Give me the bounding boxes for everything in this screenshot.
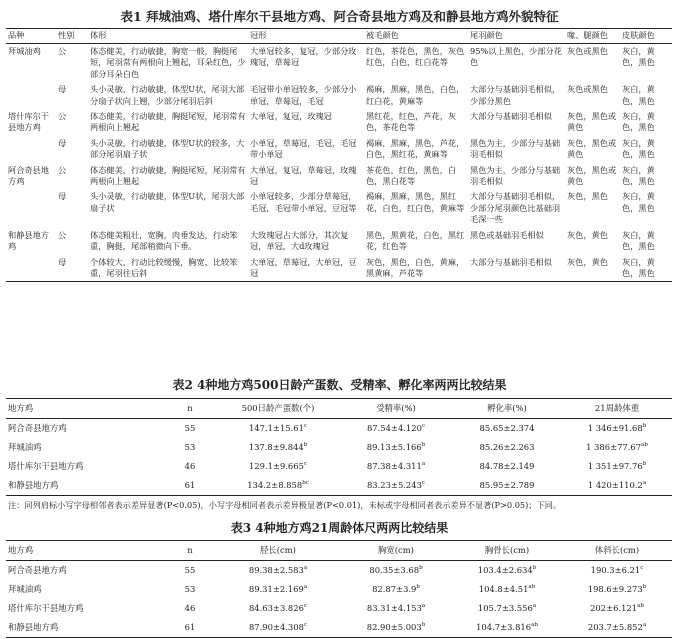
cell-value: 85.95±2.789	[479, 480, 535, 490]
cell-hatch	[452, 438, 562, 457]
cell-value: 1 420±110.2	[587, 480, 643, 490]
cell-beak: 灰色或黑色	[567, 46, 608, 56]
table-row	[6, 580, 672, 599]
cell-chest	[340, 599, 452, 618]
cell-name	[6, 419, 164, 439]
table-row	[6, 136, 672, 163]
table-row	[6, 189, 672, 227]
cell-body: 头小灵敏，行动敏捷，体型U状，尾羽大部扇子状	[90, 191, 245, 213]
table-row	[6, 44, 672, 83]
cell-n	[164, 599, 216, 618]
cell-tail: 95%以上黑色，少部分花色	[470, 46, 562, 68]
table-row	[6, 599, 672, 618]
cell-fert	[340, 476, 452, 496]
table1-body	[6, 44, 672, 282]
column-header: 冠形	[248, 29, 364, 44]
cell-sex: 公	[58, 46, 67, 56]
cell-sex: 公	[58, 164, 67, 175]
table-row	[6, 438, 672, 457]
significance-letter: a	[421, 603, 426, 610]
significance-letter: b	[421, 622, 426, 629]
cell-value: 53	[184, 442, 196, 452]
cell-comb: 大单冠，复冠，草莓冠，玫瑰冠	[250, 164, 357, 187]
table2-body	[6, 419, 672, 496]
cell-value: 87.38±4.311	[366, 461, 422, 471]
cell-name	[6, 457, 164, 476]
cell-value: 53	[184, 584, 196, 594]
cell-value: 198.6±9.273	[587, 584, 643, 594]
cell-body	[562, 580, 672, 599]
significance-letter: a	[532, 603, 537, 610]
table-row	[6, 163, 672, 190]
cell-chest	[340, 580, 452, 599]
column-header: 体斜长(cm)	[562, 541, 672, 561]
cell-sex: 母	[58, 84, 67, 95]
cell-skin: 灰白，黄色，黑色	[620, 255, 672, 282]
cell-tail: 大部分与基础羽毛相似，少部分尾羽颜色比基础羽毛深一些	[470, 191, 561, 225]
cell-value: 104.7±3.816	[476, 622, 532, 632]
column-header: 喙、腿颜色	[565, 29, 620, 44]
cell-keel	[452, 618, 562, 638]
column-header: 胸宽(cm)	[340, 541, 452, 561]
table3-title: 表3 4种地方鸡21周龄体尺两两比较结果	[230, 521, 449, 535]
cell-value: 61	[184, 480, 196, 490]
table1	[6, 28, 672, 282]
cell-hatch	[452, 476, 562, 496]
significance-letter: b	[642, 423, 647, 430]
cell-sex: 公	[58, 229, 67, 240]
cell-body: 体态健美，行动敏捷，胸挺尾短，尾羽常有两根向上翘起	[90, 111, 246, 133]
cell-tail: 黑色为主，少部分与基础羽毛相似	[470, 137, 561, 160]
cell-value: 55	[184, 423, 196, 433]
cell-beak: 灰色，黄色	[567, 229, 608, 240]
cell-name	[6, 561, 164, 581]
cell-n	[164, 419, 216, 439]
cell-value: 55	[184, 565, 196, 575]
cell-name	[6, 476, 164, 496]
cell-breed	[6, 136, 56, 163]
cell-value: 85.65±2.374	[479, 423, 535, 433]
cell-value: 87.54±4.120	[366, 423, 422, 433]
cell-body	[562, 618, 672, 638]
cell-breed	[6, 255, 56, 282]
cell-sex: 公	[58, 111, 67, 122]
significance-letter: c	[421, 480, 426, 487]
cell-plumage: 黑色，黑黄花，白色，黑红花，红色等	[366, 229, 465, 252]
cell-comb: 小单冠较多，少部分草莓冠，毛冠，毛冠带小单冠，豆冠等	[250, 191, 357, 213]
cell-breed: 和静县地方鸡	[8, 229, 49, 252]
cell-weight	[562, 438, 672, 457]
cell-value: 1 351±97.76	[587, 461, 643, 471]
table2-header-row	[6, 399, 672, 419]
cell-value: 89.13±5.166	[366, 442, 422, 452]
cell-beak: 灰色，黑色或黄色	[567, 137, 617, 160]
cell-name	[6, 580, 164, 599]
cell-value: 83.23±5.243	[366, 480, 422, 490]
cell-tail: 黑色为主，少部分与基础羽毛相似	[470, 164, 561, 187]
cell-value: 和静县地方鸡	[8, 480, 59, 490]
significance-letter: b	[303, 442, 308, 449]
cell-eggs	[216, 438, 340, 457]
cell-comb: 大单冠，草莓冠，大单冠，豆冠	[248, 255, 364, 282]
significance-letter: bc	[302, 480, 309, 487]
cell-value: 105.7±3.556	[477, 603, 533, 613]
cell-value: 129.1±9.665	[248, 461, 304, 471]
cell-tail: 大部分与基础羽毛相似	[468, 255, 565, 282]
significance-letter: a	[642, 622, 647, 629]
cell-value: 203.7±5.852	[587, 622, 643, 632]
cell-value: 89.38±2.583	[248, 565, 304, 575]
cell-beak: 灰色，黑色	[567, 191, 608, 202]
cell-value: 拜城油鸡	[8, 584, 42, 594]
cell-value: 1 386±77.67	[586, 442, 642, 452]
column-header: 被毛颜色	[364, 29, 468, 44]
cell-tail: 大部分与基础羽毛相似，少部分黑色	[470, 84, 561, 106]
table-row	[6, 476, 672, 496]
cell-value: 和静县地方鸡	[8, 622, 59, 632]
cell-n	[164, 457, 216, 476]
cell-eggs	[216, 457, 340, 476]
cell-value: 147.1±15.61	[248, 423, 304, 433]
cell-value: 塔什库尔干县地方鸡	[8, 603, 84, 613]
column-header: 受精率(%)	[340, 399, 452, 419]
cell-value: 80.35±3.68	[369, 565, 420, 575]
table1-title: 表1 拜城油鸡、塔什库尔干县地方鸡、阿合奇县地方鸡及和静县地方鸡外貌特征	[120, 9, 559, 24]
cell-plumage: 黑红花，红色，芦花，灰色，茶花色等	[366, 111, 457, 133]
cell-comb: 毛冠带小单冠较多，少部分小单冠，草莓冠，毛冠	[250, 84, 357, 106]
cell-value: 84.78±2.149	[479, 461, 535, 471]
table3-body	[6, 561, 672, 638]
table-row	[6, 255, 672, 282]
cell-shank	[216, 599, 340, 618]
cell-n	[164, 476, 216, 496]
column-header: 地方鸡	[6, 399, 164, 419]
cell-value: 82.87±3.9	[372, 584, 417, 594]
cell-keel	[452, 599, 562, 618]
significance-letter: c	[640, 565, 644, 572]
cell-comb: 大单冠较多，复冠，少部分玫瑰冠，草莓冠	[250, 46, 357, 68]
cell-keel	[452, 561, 562, 581]
significance-letter: b	[642, 461, 647, 468]
cell-n	[164, 561, 216, 581]
cell-name	[6, 618, 164, 638]
column-header: n	[164, 541, 216, 561]
cell-body	[562, 561, 672, 581]
cell-hatch	[452, 419, 562, 439]
cell-skin: 灰白，黄色，黑色	[622, 111, 655, 133]
cell-n	[164, 438, 216, 457]
significance-letter: c	[303, 461, 308, 468]
column-header: 品种	[6, 29, 56, 44]
cell-body: 个体较大，行动比较缓慢，胸宽，比较笨重，尾羽往后斜	[88, 255, 248, 282]
cell-value: 202±6.121	[590, 603, 638, 613]
significance-letter: a	[642, 480, 647, 487]
cell-value: 104.8±4.51	[478, 584, 529, 594]
cell-breed: 拜城油鸡	[8, 46, 41, 56]
table3	[6, 540, 672, 638]
cell-skin: 灰白，黄色，黑色	[622, 229, 655, 252]
table-row	[6, 228, 672, 255]
cell-value: 82.90±5.003	[366, 622, 422, 632]
cell-value: 83.31±4.153	[366, 603, 422, 613]
cell-value: 89.31±2.169	[248, 584, 304, 594]
cell-plumage: 红色，茶花色，黑色，灰色红色，白色，红白花等	[366, 46, 465, 68]
significance-letter: ab	[637, 603, 644, 610]
table-row	[6, 419, 672, 439]
significance-letter: b	[419, 565, 423, 572]
cell-fert	[340, 438, 452, 457]
cell-value: 塔什库尔干县地方鸡	[8, 461, 84, 471]
significance-letter: c	[303, 423, 308, 430]
cell-skin: 灰白，黄色，黑色	[622, 164, 655, 187]
cell-n	[164, 580, 216, 599]
cell-body: 头小灵敏，行动敏捷，体型U状的较多，大部分尾羽扇子状	[90, 137, 245, 160]
cell-value: 137.8±9.844	[248, 442, 304, 452]
table2	[6, 398, 672, 496]
table-row	[6, 457, 672, 476]
cell-plumage: 褐麻，黑麻，黑色，芦花，白色，黑红花，黄麻等	[366, 137, 465, 160]
cell-skin: 灰白，黄色，黑色	[622, 137, 655, 160]
column-header: 性别	[56, 29, 88, 44]
cell-beak: 灰色，黑色或黄色	[567, 164, 617, 187]
cell-value: 拜城油鸡	[8, 442, 42, 452]
significance-letter: c	[421, 423, 426, 430]
table3-header-row	[6, 541, 672, 561]
cell-body	[562, 599, 672, 618]
cell-value: 46	[184, 603, 196, 613]
cell-body: 头小灵敏，行动敏捷，体型U状，尾羽大部分扇子状向上翘，少部分尾羽后斜	[90, 84, 245, 106]
cell-skin: 灰白，黄色，黑色	[622, 191, 655, 213]
cell-comb: 大单冠，复冠，玫瑰冠	[250, 111, 332, 122]
cell-plumage: 灰色，黑色，白色，黄麻，黑黄麻，芦花等	[364, 255, 468, 282]
significance-letter: b	[642, 584, 647, 591]
cell-body: 体态健美粗壮，宽胸，肉垂发达，行动笨重，胸挺，尾部稍微向下垂。	[90, 229, 238, 252]
cell-sex: 母	[56, 255, 88, 282]
cell-beak: 灰色，黑色或黄色	[567, 111, 617, 133]
significance-letter: a	[421, 461, 426, 468]
column-header: 皮肤颜色	[620, 29, 672, 44]
cell-beak: 灰色或黑色	[567, 84, 608, 95]
cell-sex: 母	[58, 137, 67, 148]
cell-plumage: 褐麻，黑麻，黑色，黑红花，白色，红白色，黄麻等	[366, 191, 465, 213]
column-header: 尾羽颜色	[468, 29, 565, 44]
cell-value: 87.90±4.308	[248, 622, 304, 632]
cell-name	[6, 438, 164, 457]
cell-value: 190.3±6.21	[590, 565, 641, 575]
cell-eggs	[216, 419, 340, 439]
significance-letter: ab	[531, 622, 538, 629]
cell-weight	[562, 419, 672, 439]
table-row	[6, 561, 672, 581]
significance-letter: b	[421, 442, 426, 449]
significance-letter: a	[303, 584, 308, 591]
cell-value: 1 346±91.68	[587, 423, 643, 433]
column-header: n	[164, 399, 216, 419]
significance-letter: c	[303, 603, 308, 610]
cell-fert	[340, 457, 452, 476]
cell-value: 阿合奇县地方鸡	[8, 565, 67, 575]
cell-breed	[6, 189, 56, 227]
table-row	[6, 82, 672, 109]
cell-comb: 大玫瑰冠占大部分，其次复冠，单冠，大d玫瑰冠	[250, 229, 349, 252]
cell-weight	[562, 457, 672, 476]
column-header: 500日龄产蛋数(个)	[216, 399, 340, 419]
cell-chest	[340, 618, 452, 638]
cell-value: 46	[184, 461, 196, 471]
significance-letter: ab	[528, 584, 536, 591]
cell-shank	[216, 618, 340, 638]
table-row	[6, 618, 672, 638]
cell-sex: 母	[58, 191, 67, 202]
column-header: 胫长(cm)	[216, 541, 340, 561]
cell-value: 103.4±2.634	[477, 565, 533, 575]
table1-header-row	[6, 29, 672, 44]
cell-body: 体态健美，行动敏捷，胸挺尾短，尾羽常有两根向上翘起	[90, 164, 246, 187]
table2-note: 注：同列肩标小写字母相邻者表示差异显著(P<0.05)，小写字母相同者表示差异极显著(P<0.01)，未标或字母相同者表示差异不显著(P>0.05)；下同。	[8, 500, 562, 510]
cell-plumage: 褐麻，黑麻，黑色，白色，红白花，黄麻等	[366, 84, 465, 106]
significance-letter: b	[416, 584, 420, 591]
column-header: 胸骨长(cm)	[452, 541, 562, 561]
cell-value: 84.63±3.826	[248, 603, 304, 613]
cell-breed	[6, 82, 56, 109]
cell-shank	[216, 561, 340, 581]
cell-value: 85.26±2.263	[479, 442, 535, 452]
table-row	[6, 109, 672, 136]
cell-hatch	[452, 457, 562, 476]
cell-keel	[452, 580, 562, 599]
significance-letter: a	[303, 565, 308, 572]
cell-body: 体态健美，行动敏捷，胸宽一般，胸挺尾短，尾羽常有两根向上翘起，耳朵红色，少部分耳朵白色	[90, 46, 246, 79]
column-header: 地方鸡	[6, 541, 164, 561]
cell-n	[164, 618, 216, 638]
cell-breed: 塔什库尔干县地方鸡	[8, 111, 49, 133]
cell-name	[6, 599, 164, 618]
significance-letter: b	[532, 565, 537, 572]
cell-fert	[340, 419, 452, 439]
cell-skin: 灰白，黄色，黑色	[622, 46, 655, 68]
column-header: 孵化率(%)	[452, 399, 562, 419]
cell-skin: 灰白，黄色，黑色	[622, 84, 655, 106]
cell-value: 61	[184, 622, 196, 632]
significance-letter: ab	[641, 442, 648, 449]
cell-comb: 小单冠，草莓冠，毛冠，毛冠带小单冠	[250, 137, 357, 160]
cell-weight	[562, 476, 672, 496]
cell-value: 阿合奇县地方鸡	[8, 423, 67, 433]
significance-letter: c	[303, 622, 308, 629]
column-header: 21周龄体重	[562, 399, 672, 419]
table2-title: 表2 4种地方鸡500日龄产蛋数、受精率、孵化率两两比较结果	[172, 378, 507, 392]
cell-breed: 阿合奇县地方鸡	[8, 164, 49, 187]
column-header: 体形	[88, 29, 248, 44]
cell-tail: 黑色或基础羽毛相似	[470, 229, 544, 240]
cell-shank	[216, 580, 340, 599]
cell-plumage: 茶花色，红色，黑色，白色，黑白花等	[366, 164, 457, 187]
cell-value: 134.2±8.858	[247, 480, 303, 490]
cell-eggs	[216, 476, 340, 496]
cell-chest	[340, 561, 452, 581]
cell-beak: 灰色，黄色	[565, 255, 620, 282]
cell-tail: 大部分与基础羽毛相似	[470, 111, 552, 122]
